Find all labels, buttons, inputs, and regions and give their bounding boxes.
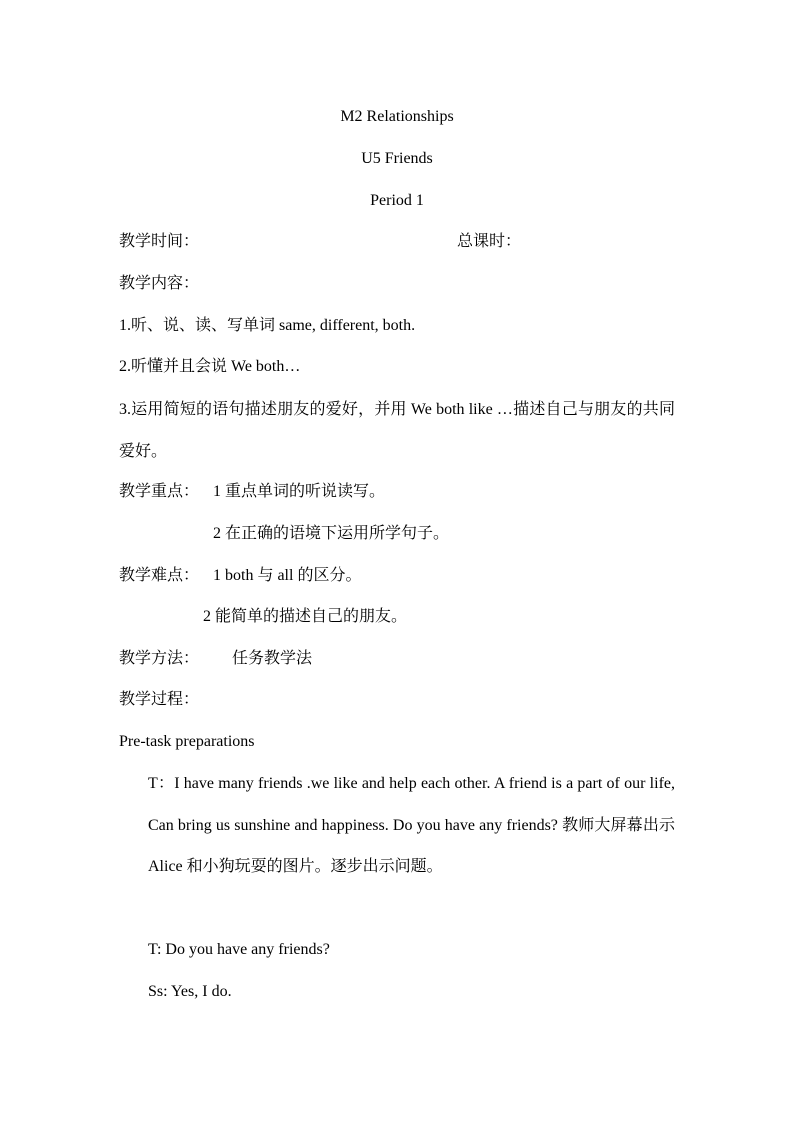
period-title: Period 1	[370, 192, 424, 209]
pre-task-heading: Pre-task preparations	[119, 733, 255, 750]
unit-title: U5 Friends	[361, 150, 433, 167]
content-item-3: 3.运用简短的语句描述朋友的爱好，并用 We both like …描述自己与朋友的共同爱好。	[119, 401, 675, 460]
dialogue-line-2: Ss: Yes, I do.	[148, 983, 232, 1000]
teaching-time-label: 教学时间：	[119, 233, 200, 250]
key-points-label: 教学重点：	[119, 483, 200, 500]
difficult-point-1: 1 both 与 all 的区分。	[213, 567, 362, 584]
key-point-1: 1 重点单词的听说读写。	[213, 483, 386, 500]
difficult-point-2: 2 能简单的描述自己的朋友。	[203, 608, 408, 625]
teaching-method-value: 任务教学法	[232, 650, 313, 667]
teacher-intro-paragraph: T：I have many friends .we like and help each other. A friend is a part of our life, Can bring us sunshine and happiness. Do you have any friends? 教师大屏幕出示Alice 和小狗玩耍的图片。逐步出示问题。	[148, 775, 675, 875]
content-item-1: 1.听、说、读、写单词 same, different, both.	[119, 317, 416, 334]
teaching-process-label: 教学过程：	[119, 691, 200, 708]
key-point-2: 2 在正确的语境下运用所学句子。	[213, 525, 450, 542]
dialogue-line-1: T: Do you have any friends?	[148, 941, 330, 958]
total-lessons-label: 总课时：	[457, 233, 522, 250]
module-title: M2 Relationships	[340, 108, 454, 125]
content-item-2: 2.听懂并且会说 We both…	[119, 358, 301, 375]
teaching-content-label: 教学内容：	[119, 275, 200, 292]
difficult-points-label: 教学难点：	[119, 567, 200, 584]
teaching-method-label: 教学方法：	[119, 650, 200, 667]
